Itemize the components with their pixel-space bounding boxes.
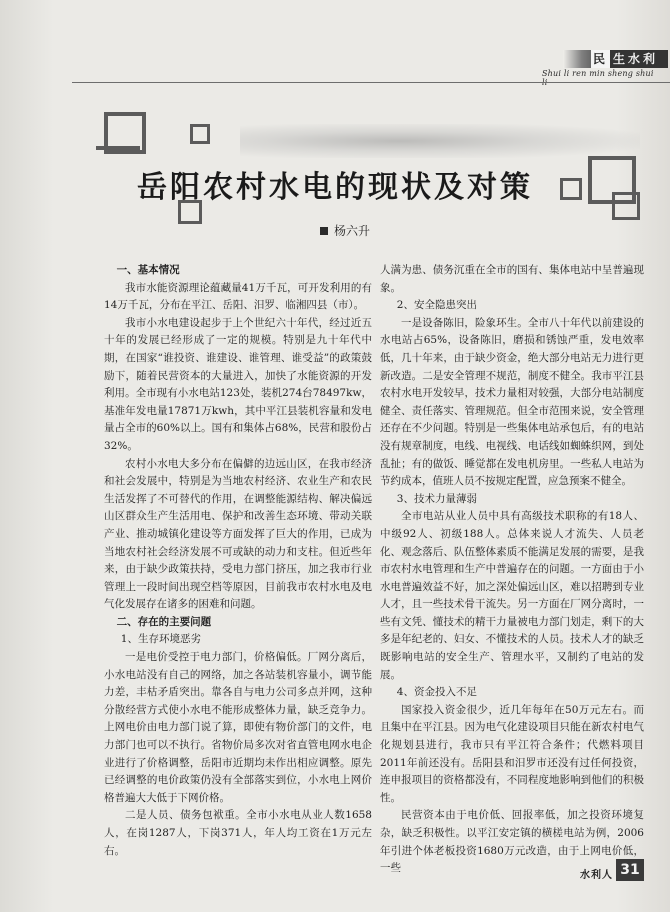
page-number: 31 [616, 859, 644, 881]
paragraph: 二是人员、债务包袱重。全市小水电从业人数1658人，在岗1287人，下岗371人，年人均工资在1万元左右。 [104, 809, 372, 857]
right-column [380, 262, 644, 878]
subheading-funding: 4、资金投入不足 [396, 686, 477, 699]
subheading-environment: 1、生存环境恶劣 [120, 633, 201, 646]
column-pinyin: Shui li ren min sheng shui [542, 69, 654, 78]
column-title-rest: 生水利 [612, 52, 658, 66]
column-banner [542, 50, 670, 82]
paragraph: 农村小水电大多分布在偏僻的边远山区，在我市经济和社会发展中，特别是为当地农村经济、农业生产和农民生活发挥了不可替代的作用，在调整能源结构、解决偏远山区群众生产生活用电、保护和改善生态环境、带动关联产业、推动城镇化建设等方面发挥了巨大的作用，已成为当地农村社会经济发展不可或缺的动力和支柱。但近些年来，由于缺少政策扶持，受电力部门挤压，加之我市行业管理上一段时间出现空档等原因，目前我市农村水电及电气化发展存在诸多的困难和问题。 [104, 457, 372, 611]
header-rule [72, 82, 670, 83]
title-shadow-decoration [240, 124, 640, 158]
section-heading-problems: 二、存在的主要问题 [116, 615, 212, 628]
paragraph: 人满为患、债务沉重在全市的国有、集体电站中呈普遍现象。 [380, 264, 644, 294]
subheading-technical: 3、技术力量薄弱 [396, 492, 477, 505]
byline-square-icon [320, 227, 328, 235]
section-heading-basic: 一、基本情况 [116, 264, 180, 276]
column-title-first-char: 民 [592, 52, 608, 66]
subheading-safety: 2、安全隐患突出 [396, 299, 477, 312]
author-byline [320, 222, 370, 239]
paragraph: 全市电站从业人员中具有高级技术职称的有18人、中级92人、初级188人。总体来说人才流失、人员老化、观念落后、队伍整体素质不能满足发展的需要，是我市农村水电管理和生产中普遍存在的问题。一方面由于小水电普遍效益不好，加之深处偏远山区，难以招聘到专业人才，且一些技术骨干流失。另一方面在厂网分离时，一些有文凭、懂技术的精干力量被电力部门划走，剩下的大多是年纪老的、妇女、不懂技术的人员。技术人才的缺乏既影响电站的安全生产、管理水平，又制约了电站的发展。 [380, 510, 644, 681]
paragraph: 一是设备陈旧，险象环生。全市八十年代以前建设的水电站占65%，设备陈旧，磨损和锈蚀严重，发电效率低，几十年来，由于缺少资金，绝大部分电站无力进行更新改造。二是安全管理不规范，制度不健全。我市平江县农村水电开发较早，技术力量相对较强，大部分电站制度健全、责任落实、管理规范。但全市范围来说，安全管理还存在不少问题。特别是一些集体电站承包后，有的电站没有规章制度，电线、电视线、电话线如蜘蛛织网，到处乱扯；有的做饭、睡觉都在发电机房里。一些私人电站为节约成本，值班人员不按规定配置，应急预案不健全。 [380, 316, 644, 488]
author-name: 杨六升 [334, 224, 371, 238]
paragraph: 我市水能资源理论蕴藏量41万千瓦，可开发利用的有14万千瓦，分布在平江、岳阳、汨罗、临湘四县（市）。 [104, 281, 372, 312]
paragraph: 民营资本由于电价低、回报率低，加之投资环境复杂，缺乏积极性。以平江安定镇的横槎电站为例，2006年引进个体老板投资1680万元改造，由于上网电价低，一些 [380, 809, 644, 875]
paragraph: 我市小水电建设起步于上个世纪六十年代，经过近五十年的发展已经形成了一定的规模。特别是九十年代中期，在国家“谁投资、谁建设、谁管理、谁受益”的政策鼓励下，随着民营资本的大量进入，加快了水能资源的开发利用。全市现有小水电站123处，装机274台78497kw，基准年发电量17871万kwh，其中平江县装机容量和发电量占全市的60%以上。国有和集体占68%，民营和股份占32%。 [104, 316, 372, 452]
paragraph: 国家投入资金很少，近几年每年在50万元左右。而且集中在平江县。因为电气化建设项目只能在新农村电气化规划县进行，我市只有平江符合条件；代燃料项目2011年前还没有。岳阳县和汨罗市还没有过任何投资，连申报项目的资格都没有，不同程度地影响到他们的积极性。 [380, 703, 644, 804]
magazine-brand-logo: 水利人 [580, 870, 613, 881]
column-title [563, 50, 668, 68]
paragraph: 一是电价受控于电力部门，价格偏低。厂网分离后，小水电站没有自己的网络，加之各站装机容量小，调节能力差，丰枯矛盾突出。靠各自与电力公司多点并网，这种分散经营方式使小水电不能形成整体力量，缺乏竞争力。上网电价由电力部门说了算，即使有物价部门的文件，电力部门也可以不执行。省物价局多次对省直管电网水电企业进行了价格调整，岳阳市近期均未作出相应调整。原先已经调整的电价政策仍没有全部落实到位，小水电上网价格普遍大大低于下网价格。 [104, 651, 372, 804]
deco-bar-left [96, 146, 140, 150]
deco-square-small-left [190, 124, 210, 144]
left-column [104, 262, 372, 860]
article-title: 岳阳农村水电的现状及对策 [137, 170, 533, 205]
